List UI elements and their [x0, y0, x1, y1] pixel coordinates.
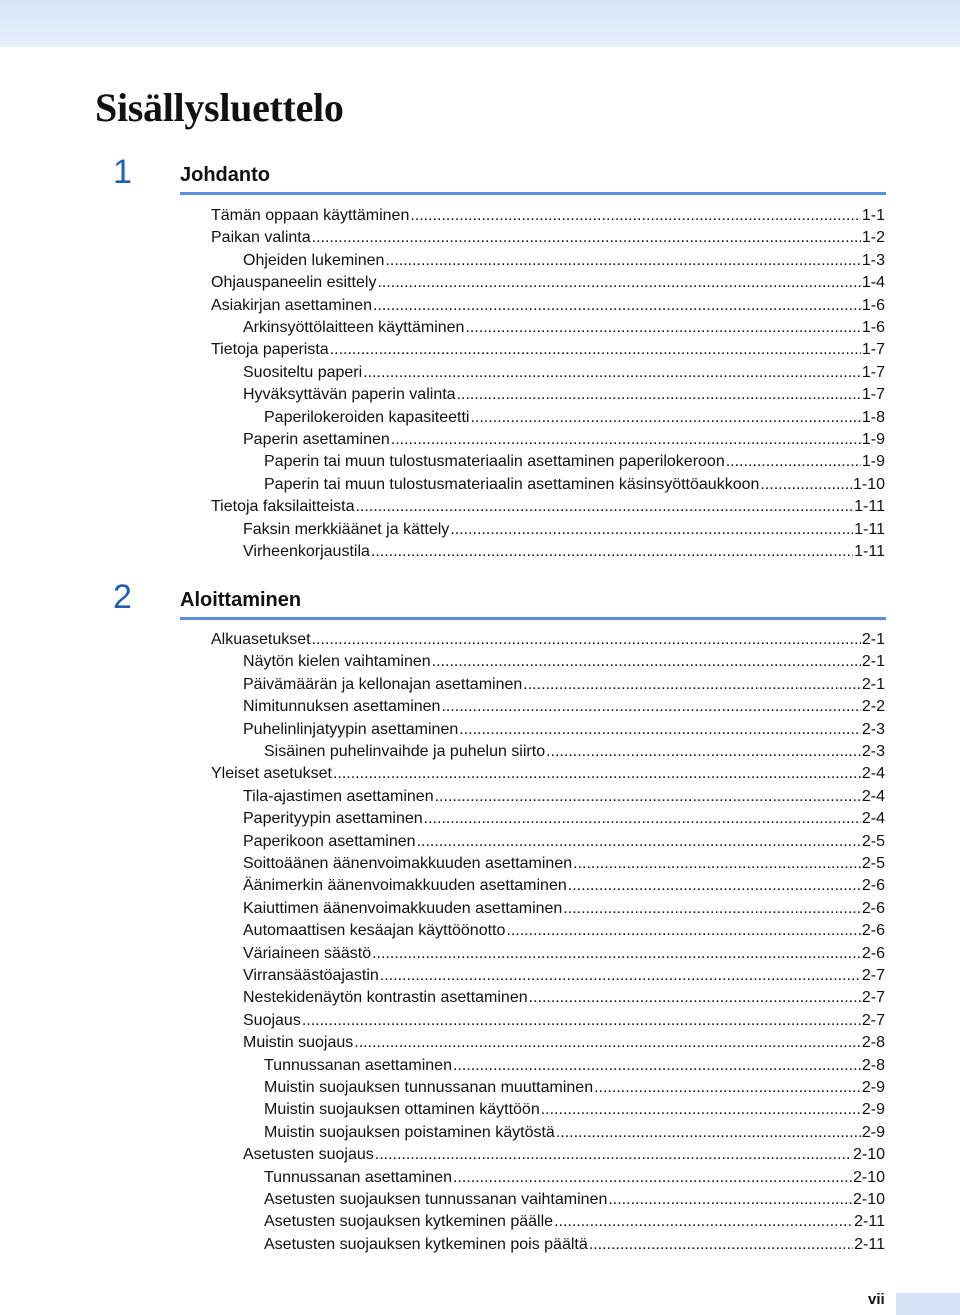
toc-dot-leader: [608, 1189, 852, 1211]
toc-entry-page: 2-9: [861, 1079, 885, 1096]
toc-entry-title: Muistin suojaus: [243, 1034, 354, 1052]
toc-entry[interactable]: [243, 987, 885, 1009]
toc-entry-title: Paperikoon asettaminen: [243, 832, 416, 850]
toc-entry[interactable]: [211, 205, 885, 227]
toc-entry-title: Kaiuttimen äänenvoimakkuuden asettaminen: [243, 899, 563, 917]
toc-entry-title: Tila-ajastimen asettaminen: [243, 787, 434, 805]
toc-dot-leader: [573, 853, 861, 875]
toc-entry[interactable]: [211, 227, 885, 249]
toc-entry-page: 1-11: [854, 498, 885, 516]
toc-entry-title: Nimitunnuksen asettaminen: [243, 698, 441, 716]
toc-dot-leader: [432, 651, 861, 673]
toc-entry-title: Tämän oppaan käyttäminen: [211, 207, 410, 224]
toc-entry[interactable]: [211, 763, 885, 785]
toc-entry-page: 2-1: [861, 631, 885, 648]
toc-entry-page: 1-8: [861, 408, 885, 426]
toc-entry-title: Paperityypin asettaminen: [243, 810, 423, 828]
toc-entry[interactable]: [243, 541, 885, 563]
toc-dot-leader: [377, 272, 860, 294]
toc-entry[interactable]: [243, 384, 885, 406]
toc-dot-leader: [457, 384, 861, 406]
toc-entry-title: Tunnussanan asettaminen: [264, 1168, 452, 1186]
toc-dot-leader: [760, 474, 852, 496]
toc-entry[interactable]: [264, 407, 885, 429]
toc-entry[interactable]: [264, 1077, 885, 1099]
toc-entry-page: 2-7: [861, 967, 885, 984]
toc-entry-page: 2-6: [861, 922, 885, 940]
toc-entry-title: Asetusten suojauksen kytkeminen päälle: [264, 1213, 554, 1231]
toc-entry-page: 1-9: [861, 453, 885, 471]
footer-band: [896, 1293, 960, 1315]
toc-entry-page: 2-6: [861, 944, 885, 962]
header-band: [0, 0, 960, 47]
toc-entry-title: Tunnussanan asettaminen: [264, 1056, 452, 1074]
toc-entry-title: Suositeltu paperi: [243, 363, 363, 381]
toc-dot-leader: [541, 1099, 861, 1121]
toc-entry-title: Suojaus: [243, 1011, 301, 1029]
toc-entry[interactable]: [243, 696, 885, 718]
toc-entry-title: Päivämäärän ja kellonajan asettaminen: [243, 675, 523, 693]
toc-entry-page: 1-7: [861, 341, 885, 359]
toc-entry-title: Virransäästöajastin: [243, 967, 379, 984]
toc-dot-leader: [453, 1167, 852, 1189]
toc-dot-leader: [594, 1077, 861, 1099]
toc-entry[interactable]: [243, 1032, 885, 1054]
toc-entry-page: 2-9: [861, 1123, 885, 1141]
toc-entry-title: Faksin merkkiäänet ja kättely: [243, 520, 450, 538]
toc-dot-leader: [312, 629, 861, 651]
toc-entry-page: 2-4: [861, 810, 885, 828]
toc-entry[interactable]: [243, 651, 885, 673]
toc-entry-page: 1-4: [861, 274, 885, 292]
toc-entry-title: Paperin asettaminen: [243, 431, 390, 448]
toc-entry[interactable]: [243, 943, 885, 965]
toc-entry-page: 1-7: [861, 363, 885, 381]
toc-entry-page: 1-11: [854, 520, 885, 538]
toc-entry[interactable]: [211, 295, 885, 317]
toc-entry-title: Virheenkorjaustila: [243, 543, 370, 560]
toc-dot-leader: [726, 451, 861, 473]
toc-dot-leader: [372, 943, 861, 965]
toc-entry-page: 2-10: [852, 1168, 885, 1186]
toc-entry-title: Asetusten suojauksen tunnussanan vaihtaminen: [264, 1191, 608, 1208]
toc-entry-title: Muistin suojauksen tunnussanan muuttaminen: [264, 1079, 594, 1096]
chapter-title: Aloittaminen: [180, 589, 302, 611]
toc-dot-leader: [330, 339, 861, 361]
toc-entry[interactable]: [243, 674, 885, 696]
toc-dot-leader: [417, 831, 861, 853]
toc-dot-leader: [563, 898, 861, 920]
toc-dot-leader: [523, 674, 861, 696]
toc-entry[interactable]: [264, 451, 885, 473]
toc-entry[interactable]: [243, 1144, 885, 1166]
toc-entry[interactable]: [264, 1167, 885, 1189]
toc-entry[interactable]: [211, 629, 885, 651]
toc-entry[interactable]: [243, 362, 885, 384]
toc-entry[interactable]: [243, 519, 885, 541]
toc-entry-page: 1-6: [861, 319, 885, 336]
toc-entry-page: 2-11: [854, 1235, 885, 1253]
toc-entry-page: 2-9: [861, 1101, 885, 1119]
toc-entry-title: Paperin tai muun tulostusmateriaalin asettaminen käsinsyöttöaukkoon: [264, 475, 760, 493]
toc-dot-leader: [371, 541, 853, 563]
toc-dot-leader: [529, 987, 861, 1009]
toc-entry-page: 1-7: [861, 386, 885, 404]
chapter-rule: [180, 617, 886, 620]
toc-dot-leader: [354, 1032, 861, 1054]
toc-entry-title: Asetusten suojaus: [243, 1146, 374, 1164]
toc-entry-page: 1-3: [861, 251, 885, 269]
toc-entry[interactable]: [243, 786, 885, 808]
toc-entry[interactable]: [243, 898, 885, 920]
toc-entry-title: Paikan valinta: [211, 229, 311, 247]
toc-dot-leader: [546, 741, 861, 763]
toc-dot-leader: [506, 920, 860, 942]
toc-entry-page: 2-7: [861, 989, 885, 1007]
toc-entry[interactable]: [211, 496, 885, 518]
toc-dot-leader: [375, 1144, 852, 1166]
toc-entry-page: 2-1: [861, 675, 885, 693]
toc-entry[interactable]: [243, 965, 885, 987]
toc-entry-title: Paperilokeroiden kapasiteetti: [264, 408, 470, 426]
toc-entry-title: Arkinsyöttölaitteen käyttäminen: [243, 319, 465, 336]
toc-entry-title: Asiakirjan asettaminen: [211, 296, 372, 314]
toc-dot-leader: [333, 763, 861, 785]
toc-entry-page: 2-3: [861, 743, 885, 760]
toc-entry-page: 2-10: [852, 1191, 885, 1208]
toc-entry-page: 2-4: [861, 765, 885, 783]
toc-entry-page: 2-6: [861, 899, 885, 917]
toc-dot-leader: [424, 808, 861, 830]
toc-dot-leader: [556, 1122, 861, 1144]
toc-entry-page: 1-11: [854, 543, 885, 560]
toc-entry-page: 2-6: [861, 877, 885, 895]
chapter-number: 2: [113, 578, 132, 616]
toc-dot-leader: [355, 496, 853, 518]
toc-entry-page: 2-10: [852, 1146, 885, 1164]
toc-entry[interactable]: [211, 339, 885, 361]
toc-entry[interactable]: [264, 1234, 885, 1256]
toc-dot-leader: [380, 965, 861, 987]
toc-entry[interactable]: [211, 272, 885, 294]
toc-entry-page: 1-2: [861, 229, 885, 247]
toc-dot-leader: [302, 1010, 861, 1032]
toc-dot-leader: [465, 317, 860, 339]
toc-dot-leader: [385, 250, 860, 272]
toc-entry-page: 1-1: [861, 207, 885, 224]
toc-dot-leader: [568, 875, 861, 897]
toc-entry-page: 1-10: [852, 475, 885, 493]
toc-entry-page: 2-8: [861, 1056, 885, 1074]
toc-entry-page: 1-9: [861, 431, 885, 448]
toc-entry[interactable]: [243, 920, 885, 942]
toc-entry[interactable]: [243, 429, 885, 451]
toc-dot-leader: [312, 227, 861, 249]
toc-entry[interactable]: [264, 1122, 885, 1144]
toc-entry-page: 1-6: [861, 296, 885, 314]
toc-entry[interactable]: [264, 1099, 885, 1121]
toc-entry-title: Yleiset asetukset: [211, 765, 332, 783]
toc-entry-page: 2-8: [861, 1034, 885, 1052]
toc-entry-page: 2-5: [861, 832, 885, 850]
toc-dot-leader: [435, 786, 861, 808]
toc-entry[interactable]: [243, 808, 885, 830]
page-title: Sisällysluettelo: [95, 85, 344, 130]
toc-entry-title: Soittoäänen äänenvoimakkuuden asettaminen: [243, 855, 573, 872]
toc-dot-leader: [453, 1055, 861, 1077]
toc-dot-leader: [410, 205, 861, 227]
toc-entry-page: 2-11: [854, 1213, 885, 1231]
toc-entry-title: Alkuasetukset: [211, 631, 311, 648]
toc-dot-leader: [450, 519, 853, 541]
toc-entry-title: Näytön kielen vaihtaminen: [243, 653, 431, 671]
chapter-number: 1: [113, 153, 132, 191]
page-number: vii: [868, 1291, 885, 1308]
toc-entry-title: Muistin suojauksen poistaminen käytöstä: [264, 1123, 555, 1141]
toc-entry[interactable]: [243, 250, 885, 272]
toc-dot-leader: [459, 719, 861, 741]
toc-dot-leader: [391, 429, 861, 451]
chapter-title: Johdanto: [180, 164, 270, 186]
toc-entry-title: Tietoja faksilaitteista: [211, 498, 355, 516]
toc-entry[interactable]: [243, 853, 885, 875]
toc-entry-title: Ohjeiden lukeminen: [243, 251, 385, 269]
toc-entry-page: 2-7: [861, 1011, 885, 1029]
chapter-rule: [180, 192, 886, 195]
toc-entry-title: Ohjauspaneelin esittely: [211, 274, 377, 292]
toc-entry-page: 2-5: [861, 855, 885, 872]
toc-entry-title: Väriaineen säästö: [243, 944, 372, 962]
toc-entry-title: Sisäinen puhelinvaihde ja puhelun siirto: [264, 743, 546, 760]
toc-dot-leader: [470, 407, 860, 429]
toc-entry-page: 2-1: [861, 653, 885, 671]
toc-entry[interactable]: [264, 741, 885, 763]
toc-dot-leader: [589, 1234, 853, 1256]
toc-entry[interactable]: [264, 1189, 885, 1211]
toc-entry-page: 2-4: [861, 787, 885, 805]
toc-entry[interactable]: [264, 1211, 885, 1233]
toc-entry[interactable]: [243, 317, 885, 339]
toc-entry[interactable]: [264, 474, 885, 496]
toc-entry-title: Puhelinlinjatyypin asettaminen: [243, 720, 459, 738]
toc-entry-title: Asetusten suojauksen kytkeminen pois päältä: [264, 1235, 588, 1253]
toc-entry-page: 2-2: [861, 698, 885, 716]
toc-entry-title: Automaattisen kesäajan käyttöönotto: [243, 922, 506, 940]
toc-dot-leader: [441, 696, 860, 718]
toc-entry[interactable]: [243, 719, 885, 741]
toc-entry-title: Muistin suojauksen ottaminen käyttöön: [264, 1101, 540, 1119]
toc-dot-leader: [363, 362, 861, 384]
toc-entry[interactable]: [243, 875, 885, 897]
toc-entry[interactable]: [243, 831, 885, 853]
toc-entry-title: Äänimerkin äänenvoimakkuuden asettaminen: [243, 877, 567, 895]
toc-dot-leader: [373, 295, 861, 317]
toc-entry-title: Hyväksyttävän paperin valinta: [243, 386, 456, 404]
toc-entry-title: Paperin tai muun tulostusmateriaalin asettaminen paperilokeroon: [264, 453, 725, 471]
toc-entry[interactable]: [264, 1055, 885, 1077]
toc-entry-title: Tietoja paperista: [211, 341, 329, 359]
toc-entry-page: 2-3: [861, 720, 885, 738]
toc-entry-title: Nestekidenäytön kontrastin asettaminen: [243, 989, 528, 1007]
toc-entry[interactable]: [243, 1010, 885, 1032]
toc-dot-leader: [554, 1211, 853, 1233]
